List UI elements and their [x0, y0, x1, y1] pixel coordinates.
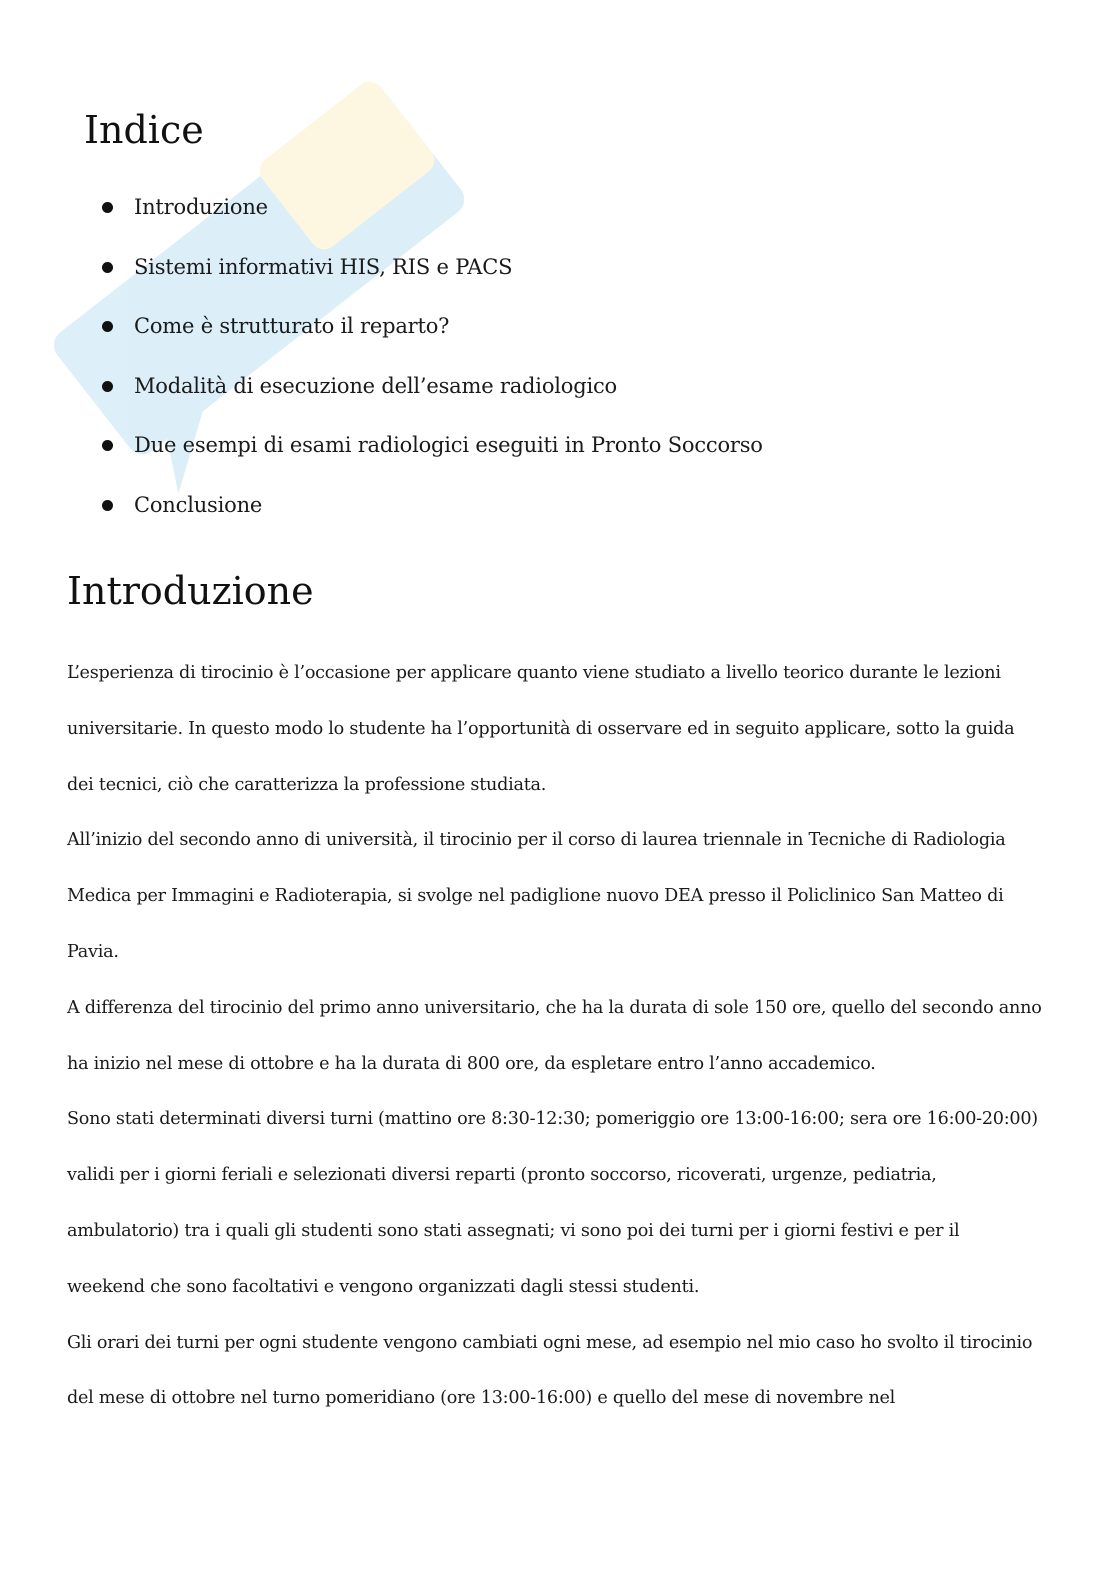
section-heading-introduzione: Introduzione	[67, 569, 314, 613]
paragraph: L’esperienza di tirocinio è l’occasione per applicare quanto viene studiato a livello teorico durante le lezioni universitarie. In questo modo lo studente ha l’opportunità di osservare ed in seguito applicare, sotto la guida dei tecnici, ciò che caratterizza la professione studiata.	[67, 663, 1015, 795]
bullet-icon	[102, 202, 113, 213]
paragraph: A differenza del tirocinio del primo anno universitario, che ha la durata di sole 150 ore, quello del secondo anno ha inizio nel mese di ottobre e ha la durata di 800 ore, da espletare entro l’anno accademico.	[67, 997, 1042, 1074]
toc-item-label: Sistemi informativi HIS, RIS e PACS	[134, 254, 513, 279]
toc-item-label: Introduzione	[134, 195, 268, 219]
bullet-icon	[102, 262, 113, 273]
toc-heading: Indice	[84, 108, 204, 152]
bullet-icon	[102, 500, 113, 511]
bullet-icon	[102, 381, 113, 392]
bullet-icon	[102, 440, 113, 451]
toc-item-label: Come è strutturato il reparto?	[134, 314, 450, 338]
toc-item-label: Modalità di esecuzione dell’esame radiologico	[134, 373, 617, 398]
paragraph: Sono stati determinati diversi turni (mattino ore 8:30-12:30; pomeriggio ore 13:00-16:00; sera ore 16:00-20:00) validi per i giorni feriali e selezionati diversi reparti (pronto soccorso, ricoverati, urgenze, pediatria, ambulatorio) tra i quali gli studenti sono stati assegnati; vi sono poi dei turni per i giorni festivi e per il weekend che sono facoltativi e vengono organizzati dagli stessi studenti.	[67, 1109, 1038, 1297]
toc-item-label: Conclusione	[134, 492, 263, 517]
bullet-icon	[102, 321, 113, 332]
paragraph: All’inizio del secondo anno di università, il tirocinio per il corso di laurea triennale in Tecniche di Radiologia Medica per Immagini e Radioterapia, si svolge nel padiglione nuovo DEA presso il Policlinico San Matteo di Pavia.	[67, 830, 1006, 962]
toc-item-label: Due esempi di esami radiologici eseguiti in Pronto Soccorso	[134, 433, 763, 457]
introduction-body	[67, 646, 1042, 1427]
paragraph: Gli orari dei turni per ogni studente vengono cambiati ogni mese, ad esempio nel mio caso ho svolto il tirocinio del mese di ottobre nel turno pomeridiano (ore 13:00-16:00) e quello del mese di novembre nel	[67, 1332, 1033, 1409]
